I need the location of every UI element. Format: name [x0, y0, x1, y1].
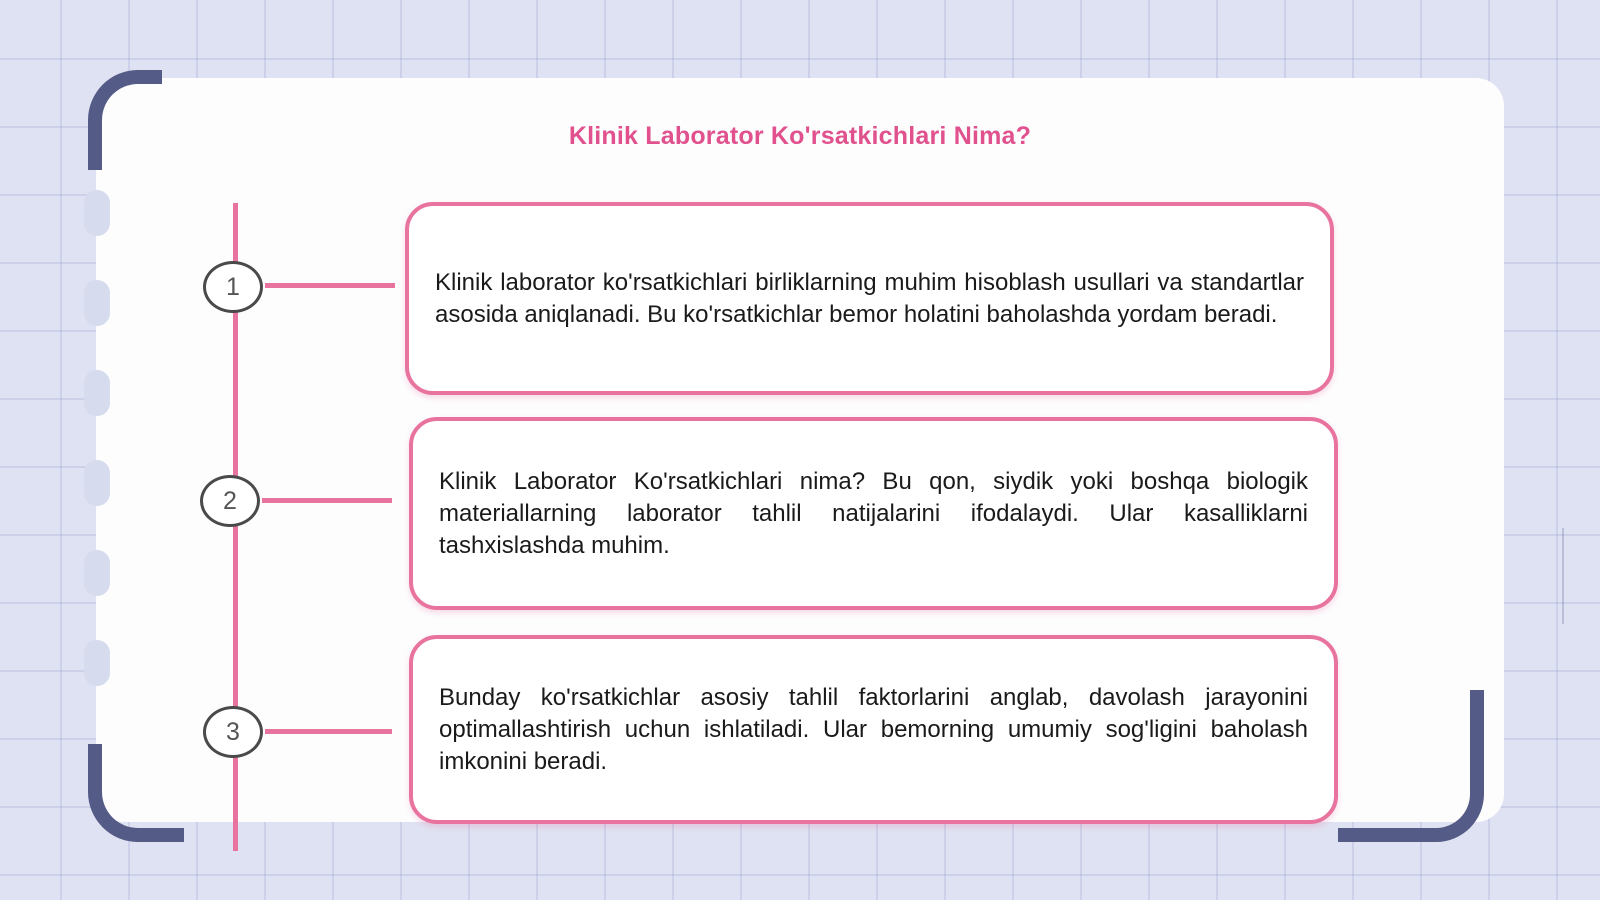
paper-notch	[84, 370, 110, 416]
corner-bracket-bottom-left	[88, 744, 184, 842]
paper-notch	[84, 550, 110, 596]
step-number-2: 2	[200, 475, 260, 527]
info-card-text: Klinik laborator ko'rsatkichlari birliklarning muhim hisoblash usullari va standartlar asosida aniqlanadi. Bu ko'rsatkichlar bemor holatini baholashda yordam beradi.	[435, 268, 1304, 328]
info-card-text: Klinik Laborator Ko'rsatkichlari nima? Bu qon, siydik yoki boshqa biologik materiallarning laborator tahlil natijalarini ifodalaydi. Ular kasalliklarni tashxislashda muhim.	[439, 467, 1308, 559]
paper-notch	[84, 640, 110, 686]
paper-notch	[84, 280, 110, 326]
step-number-1: 1	[203, 261, 263, 313]
step-number-3: 3	[203, 706, 263, 758]
timeline-connector-3	[265, 729, 392, 734]
paper-notch	[84, 460, 110, 506]
slide-title: Klinik Laborator Ko'rsatkichlari Nima?	[568, 122, 1032, 150]
corner-bracket-top-left	[88, 70, 162, 170]
info-card-1	[405, 202, 1334, 395]
info-card-3	[409, 635, 1338, 824]
edge-line-decoration	[1562, 528, 1564, 624]
info-card-2	[409, 417, 1338, 610]
info-card-text: Bunday ko'rsatkichlar asosiy tahlil faktorlarini anglab, davolash jarayonini optimallashtirish uchun ishlatiladi. Ular bemorning umumiy sog'ligini baholash imkonini beradi.	[439, 683, 1308, 775]
timeline-connector-2	[262, 498, 392, 503]
corner-bracket-bottom-right	[1338, 690, 1484, 842]
timeline-connector-1	[265, 283, 395, 288]
paper-notch	[84, 190, 110, 236]
